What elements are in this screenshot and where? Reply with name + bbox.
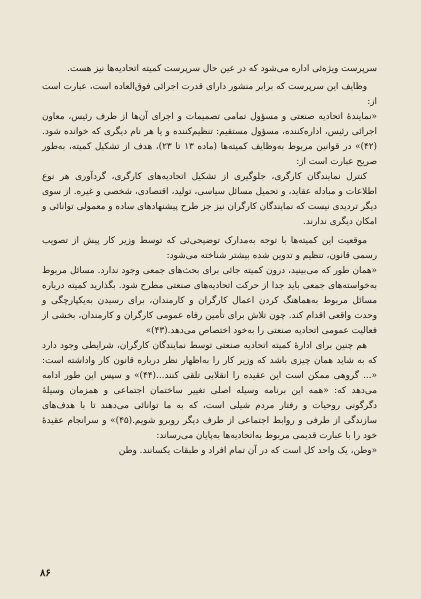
paragraph: هم چنین برای ادارهٔ کمیته اتحادیه صنعتی توسط نمایندگان کارگران، شرایطی وجود دارد که به شاید همان چیزی باشد که وزیر کار را به‌اظهار نظر درباره قانون کار واداشته است: «... گروهی ممکن است این عقیده را انقلابی تلقی کنند...(۴۴)» و سپس این طور ادامه می‌دهد که: «همه این برنامه وسیله اصلی تغییر ساختمان اجتماعی و همزمان وسیلهٔ دگرگونی روحیات و رفتار مردم شیلی است، که به ما توانائی می‌دهند تا با هدف‌های سازندگی از طرفی و روابط اجتماعی از طرف دیگر روبرو شویم.(۴۵)» و سرانجام عقیدهٔ خود را با عبارت قدیمی مربوط به‌اتحادیه‌ها به‌پایان می‌رساند: [42, 340, 377, 442]
body-text [42, 62, 377, 459]
page-number: ۸۶ [40, 568, 51, 579]
paragraph-quote: «وطن، یک واحد کل است که در آن تمام افراد و طبقات یکسانند. وطن [118, 446, 377, 457]
paragraph: وظایف این سرپرست که برابر منشور دارای قدرت اجرائی فوق‌العاده است، عبارت است از: [42, 82, 377, 108]
paragraph-quote: «همان طور که می‌بینید، درون کمیته جائی برای بحث‌های جمعی وجود ندارد. مسائل مربوط به‌خواسته‌های جمعی باید جدا از حرکت اتحادیه‌های صنعتی مطرح شود. بگذارید کمیته درباره مسائل مربوط به‌هماهنگ کردن اعمال کارگران و کارمندان، برای رسیدن به‌یکپارچگی و وحدت واقعی اقدام کند. چون تلاش برای تأمین رفاه عمومی کارگران و کارمندان، بخشی از فعالیت عمومی اتحادیه صنعتی را به‌خود اختصاص می‌دهد.(۴۳)» [42, 265, 377, 336]
paragraph: موقعیت این کمیته‌ها با توجه به‌مدارک توضیحی‌ئی که توسط وزیر کار پیش از تصویب رسمی قانون، تنظیم و تدوین شده بیشتر شناخته می‌شود: [42, 235, 377, 261]
paragraph: کنترل نمایندگان کارگری، جلوگیری از تشکیل اتحادیه‌های کارگری، گردآوری هر نوع اطلاعات و مبادله عقاید، و تحمیل مسائل سیاسی، تولید، اقتصادی، شخصی و غیره. از سوی دیگر تردیدی نیست که نمایندگان کارگران نیز جز طرح پیشنهادهای ساده و معمولی توانائی و امکان دیگری ندارند. [42, 172, 377, 228]
paragraph-quote: «نمایندهٔ اتحادیه صنعتی و مسؤول تمامی تصمیمات و اجرای آن‌ها از طرف رئیس، معاون اجرائی رئیس، اداره‌کننده، مسؤول مستقیم: تنظیم‌کننده و یا هر نام دیگری که خوانده شود.(۴۲)» در قوانین مربوط به‌وظایف کمیته‌ها (ماده ۱۳ تا ۲۳)، هدف از تشکیل کمیته، به‌طور صریح عبارت است از: [42, 112, 377, 168]
paragraph: سرپرست ویژه‌ئی اداره می‌شود که در عین حال سرپرست کمیته اتحادیه‌ها نیز هست. [67, 64, 377, 74]
